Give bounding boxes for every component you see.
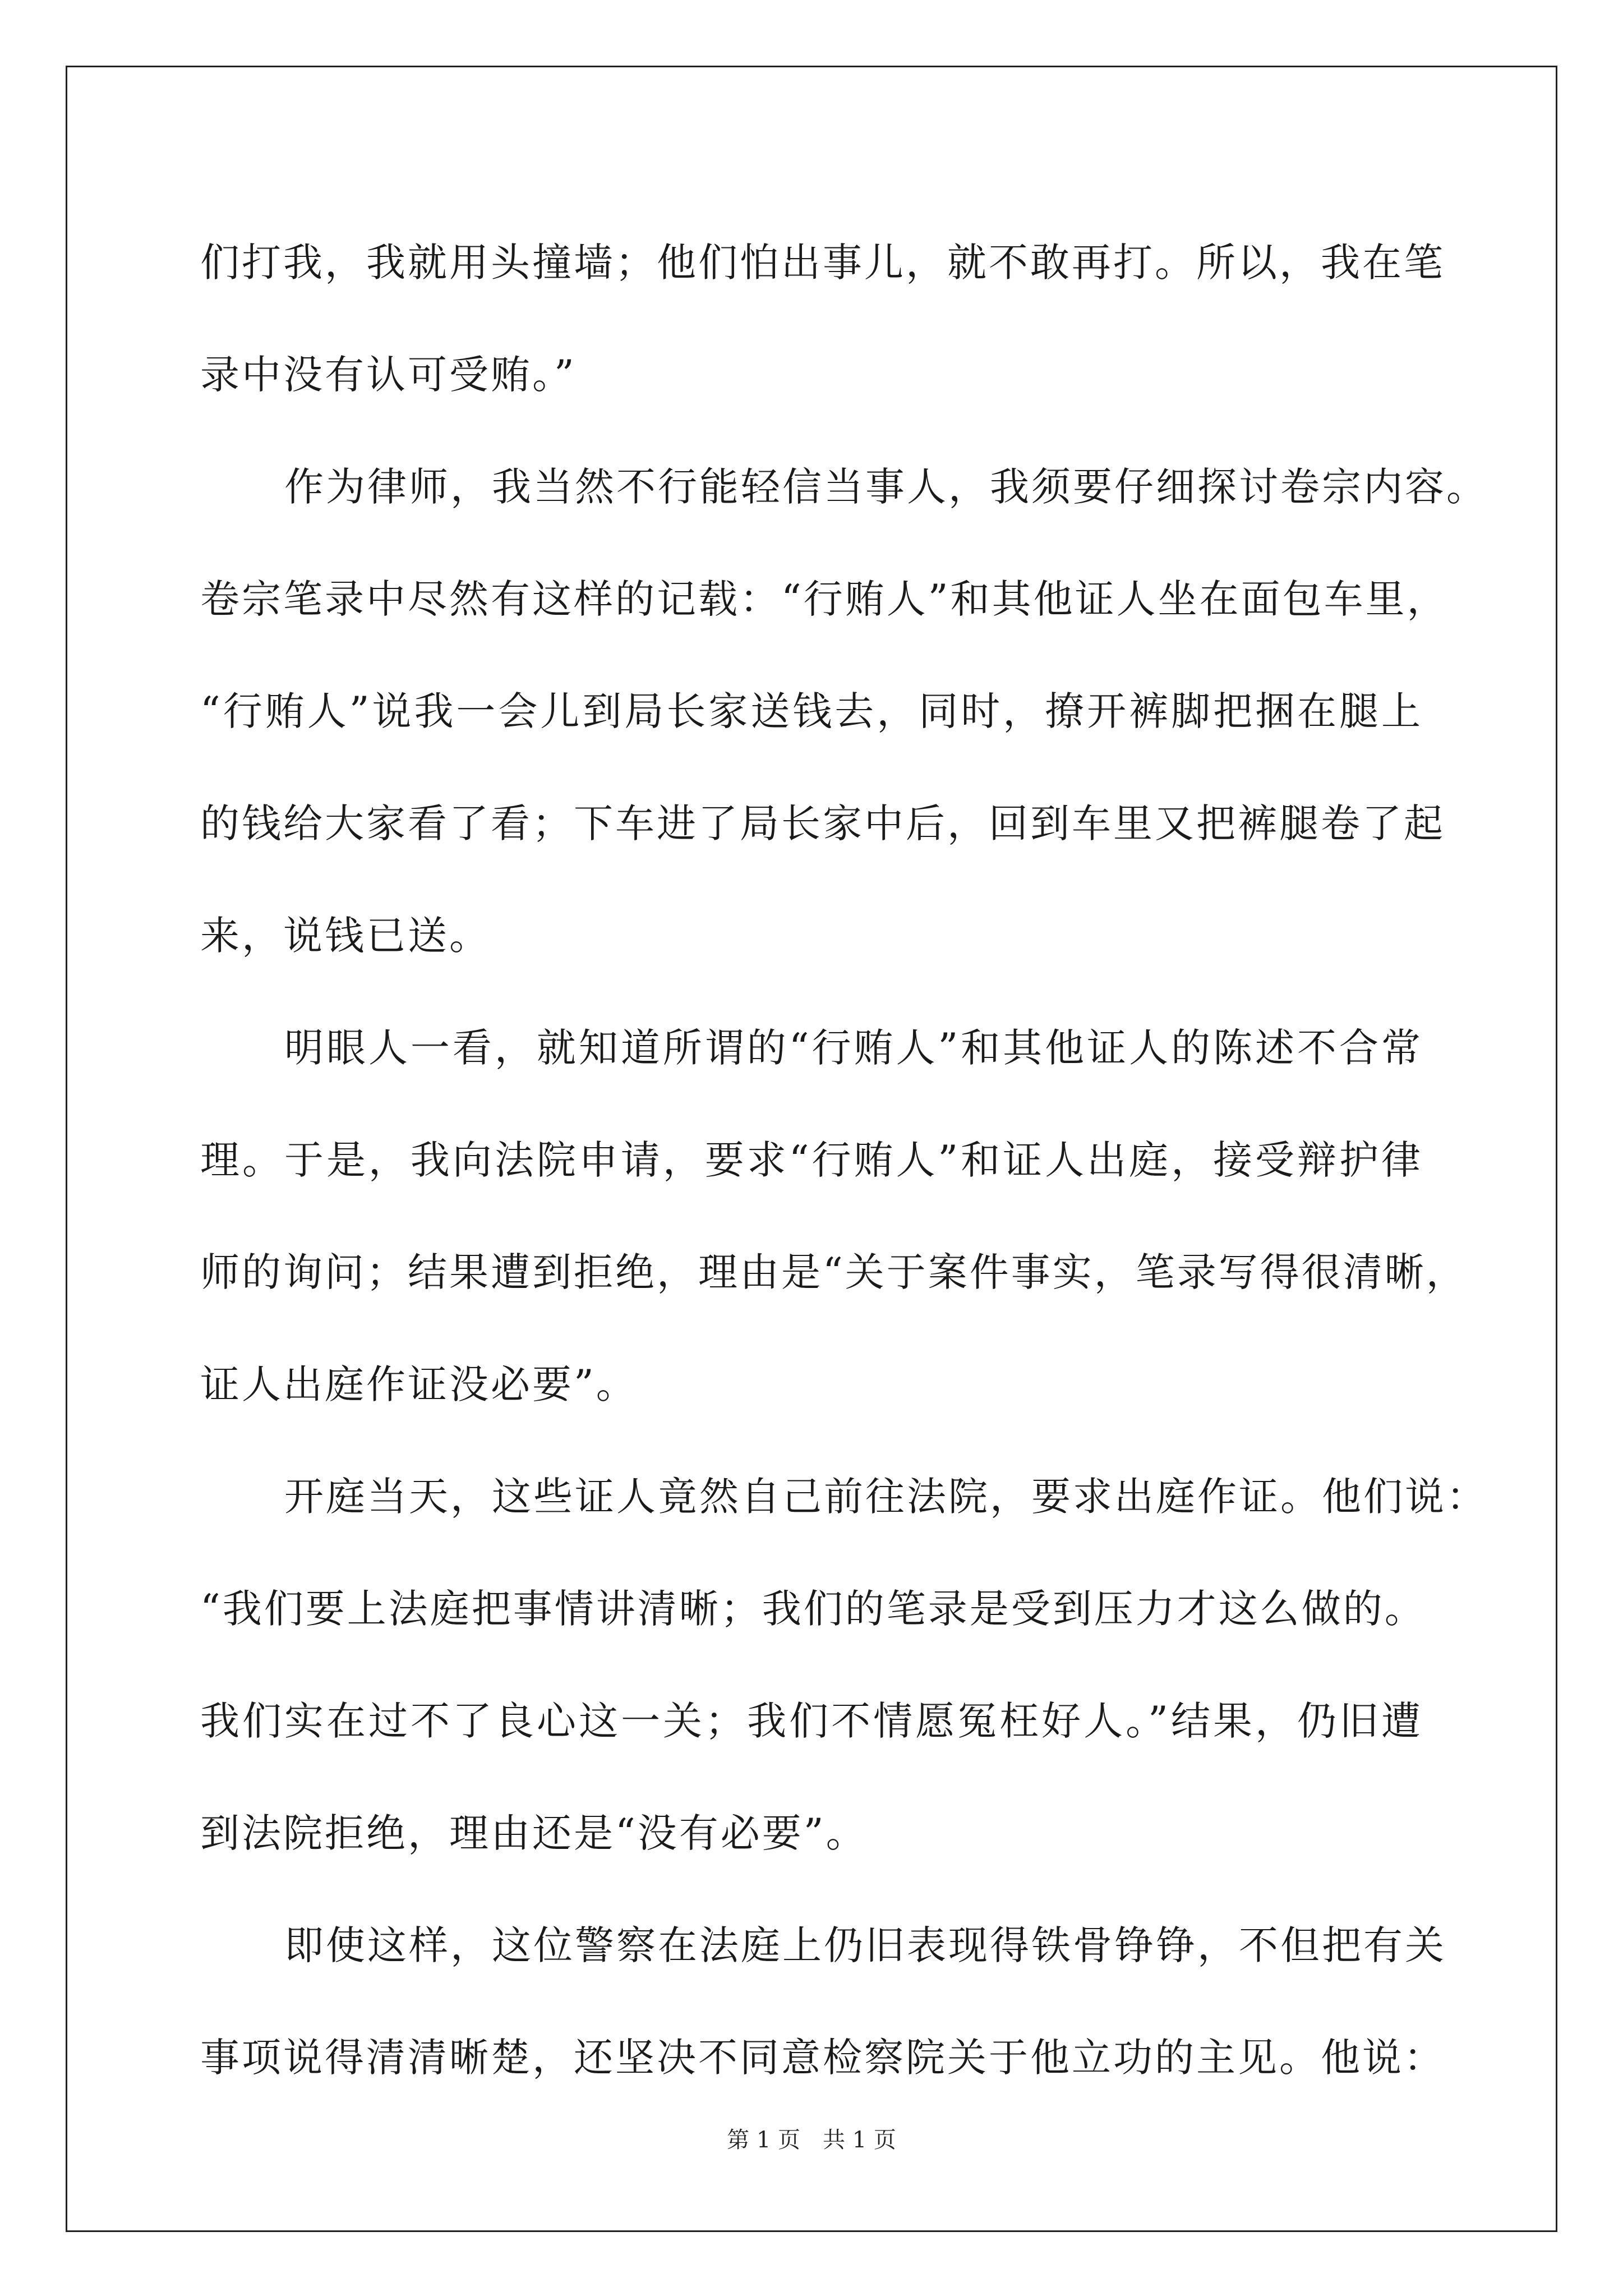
paragraph-start-line: 即使这样，这位警察在法庭上仍旧表现得铁骨铮铮，不但把有关 bbox=[284, 1922, 1446, 1968]
text-line: “行贿人”说我一会儿到局长家送钱去，同时，撩开裤脚把捆在腿上 bbox=[200, 688, 1423, 734]
text-line: “我们要上法庭把事情讲清晰；我们的笔录是受到压力才这么做的。 bbox=[200, 1586, 1426, 1632]
text-line: 理。于是，我向法院申请，要求“行贿人”和证人出庭，接受辩护律 bbox=[200, 1137, 1423, 1183]
text-line: 证人出庭作证没必要”。 bbox=[200, 1361, 638, 1407]
text-line: 事项说得清清晰楚，还坚决不同意检察院关于他立功的主见。他说： bbox=[200, 2035, 1445, 2081]
text-line: 来，说钱已送。 bbox=[200, 913, 491, 959]
page-footer: 第 1 页 共 1 页 bbox=[727, 2127, 896, 2153]
text-line: 们打我，我就用头撞墙；他们怕出事儿，就不敢再打。所以，我在笔 bbox=[200, 240, 1445, 286]
paragraph-start-line: 明眼人一看，就知道所谓的“行贿人”和其他证人的陈述不合常 bbox=[284, 1025, 1423, 1071]
text-line: 师的询问；结果遭到拒绝，理由是“关于案件事实，笔录写得很清晰， bbox=[200, 1249, 1468, 1295]
text-line: 录中没有认可受贿。” bbox=[200, 352, 577, 398]
paragraph-start-line: 开庭当天，这些证人竟然自己前往法院，要求出庭作证。他们说： bbox=[284, 1474, 1488, 1520]
document-body bbox=[200, 206, 1488, 2114]
text-line: 到法院拒绝，理由还是“没有必要”。 bbox=[200, 1810, 868, 1856]
text-line: 卷宗笔录中尽然有这样的记载：“行贿人”和其他证人坐在面包车里， bbox=[200, 576, 1449, 622]
text-line: 我们实在过不了良心这一关；我们不情愿冤枉好人。”结果，仍旧遭 bbox=[200, 1698, 1423, 1744]
paragraph-start-line: 作为律师，我当然不行能轻信当事人，我须要仔细探讨卷宗内容。 bbox=[284, 464, 1488, 510]
text-line: 的钱给大家看了看；下车进了局长家中后，回到车里又把裤腿卷了起 bbox=[200, 800, 1445, 846]
